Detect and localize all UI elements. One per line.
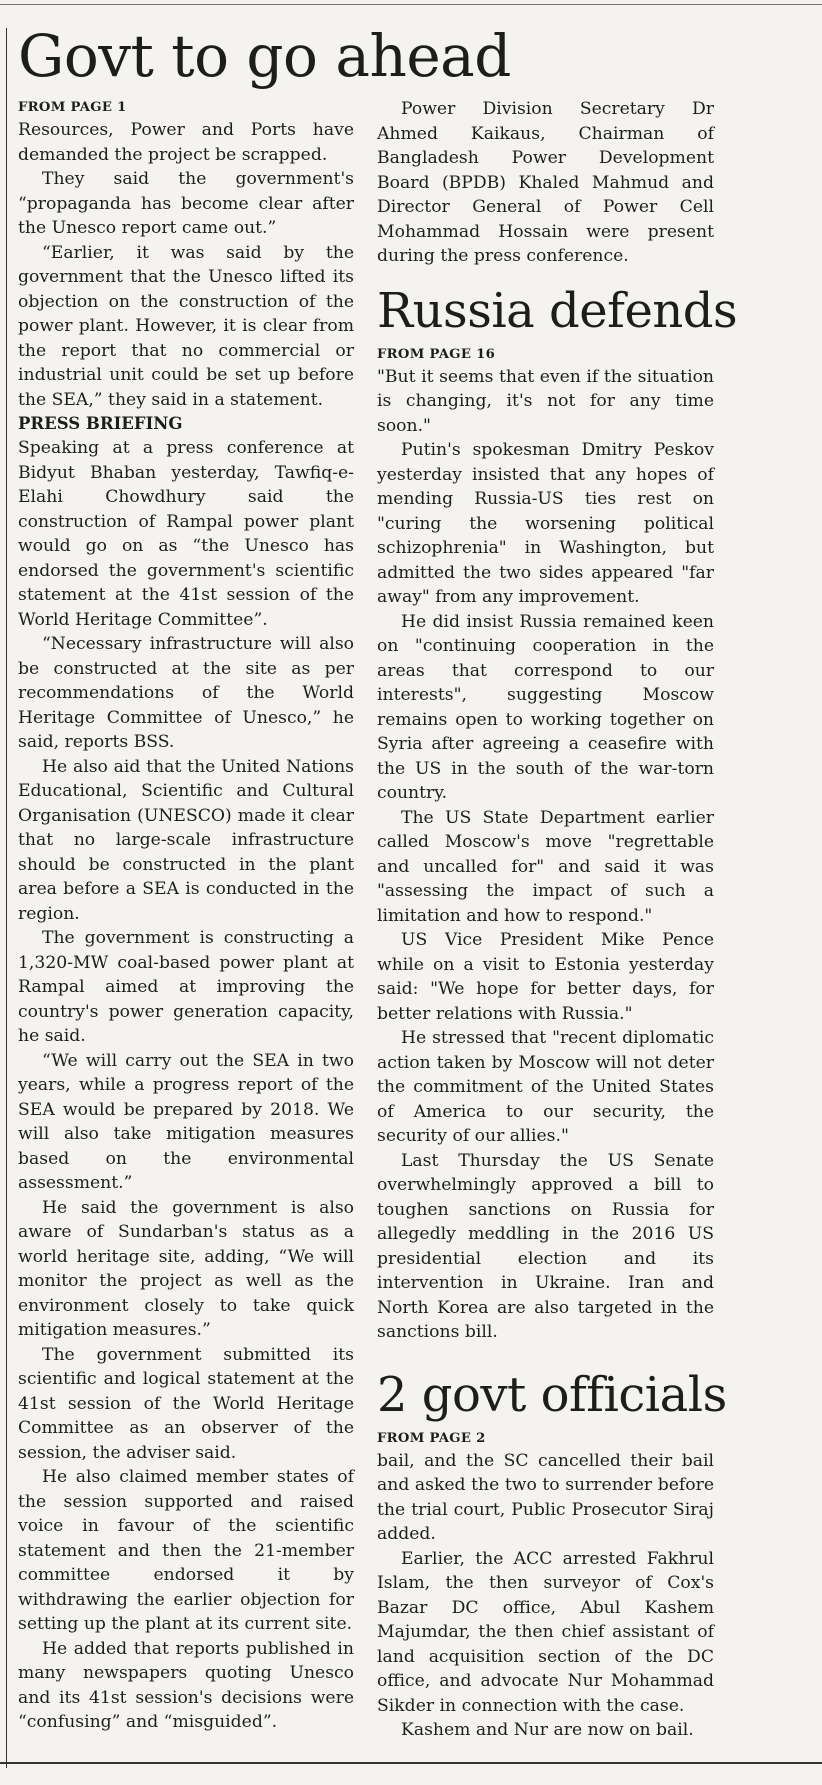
headline-russia-defends: Russia defends — [377, 282, 738, 339]
article-paragraph: The government is constructing a 1,320-MW coal-based power plant at Rampal aimed at improving the country's power generation capacity, he said. — [18, 928, 354, 1046]
column-rule-left — [6, 28, 7, 1768]
article-paragraph: He also aid that the United Nations Educational, Scientific and Cultural Organisation (UNESCO) made it clear that no large-scale infrastructure should be constructed in the plant area before a SEA is conducted in the region. — [18, 756, 354, 924]
article-paragraph: He did insist Russia remained keen on "continuing cooperation in the areas that correspond to our interests", suggesting Moscow remains open to working together on Syria after agreeing a ceasefire with the US in the south of the war-torn country. — [377, 611, 714, 803]
article-paragraph: He also claimed member states of the session supported and raised voice in favour of the scientific statement and then the 21-member committee endorsed it by withdrawing the earlier objection for setting up the plant at its current site. — [18, 1467, 354, 1634]
article-paragraph: He said the government is also aware of Sundarban's status as a world heritage site, adding, “We will monitor the project as well as the environment closely to take quick mitigation measures.” — [18, 1197, 354, 1340]
article-paragraph: “Necessary infrastructure will also be constructed at the site as per recommendations of the World Heritage Committee of Unesco,” he said, reports BSS. — [18, 634, 354, 752]
article-paragraph: Kashem and Nur are now on bail. — [401, 1720, 694, 1740]
subhead-press-briefing: PRESS BRIEFING — [18, 414, 183, 433]
article-paragraph: The government submitted its scientific and logical statement at the 41st session of the World Heritage Committee as an observer of the session, the adviser said. — [18, 1344, 354, 1463]
masthead-strip — [0, 0, 822, 8]
article-paragraph: Power Division Secretary Dr Ahmed Kaikaus, Chairman of Bangladesh Power Development Board (BPDB) Khaled Mahmud and Director General of Power Cell Mohammad Hossain were present during the press conference. — [377, 99, 714, 266]
article-paragraph: The US State Department earlier called Moscow's move "regrettable and uncalled for" and said it was "assessing the impact of such a limitation and how to respond." — [377, 807, 714, 926]
article-paragraph: US Vice President Mike Pence while on a visit to Estonia yesterday said: "We hope for better days, for better relations with Russia." — [377, 930, 714, 1024]
headline-2-govt-officials: 2 govt officials — [377, 1366, 727, 1423]
article-paragraph: bail, and the SC cancelled their bail and asked the two to surrender before the trial court, Public Prosecutor Siraj added. — [377, 1450, 714, 1544]
article-paragraph: He stressed that "recent diplomatic action taken by Moscow will not deter the commitment of the United States of America to our security, the security of our allies." — [377, 1028, 714, 1146]
kicker-from-page-2: FROM PAGE 2 — [377, 1430, 486, 1446]
article-paragraph: “We will carry out the SEA in two years, while a progress report of the SEA would be prepared by 2018. We will also take mitigation measures based on the environmental assessment.” — [18, 1050, 354, 1193]
right-column — [377, 97, 738, 1743]
article-paragraph: They said the government's “propaganda has become clear after the Unesco report came out.” — [18, 169, 354, 238]
kicker-from-page-1: FROM PAGE 1 — [18, 100, 127, 115]
article-paragraph: He added that reports published in many newspapers quoting Unesco and its 41st session's decisions were “confusing” and “misguided”. — [18, 1638, 354, 1732]
article-paragraph: Last Thursday the US Senate overwhelmingly approved a bill to toughen sanctions on Russia for allegedly meddling in the 2016 US presidential election and its intervention in Ukraine. Iran and North Korea are also targeted in the sanctions bill. — [377, 1150, 714, 1342]
headline-govt-to-go-ahead: Govt to go ahead — [18, 22, 511, 90]
article-paragraph: Earlier, the ACC arrested Fakhrul Islam, the then surveyor of Cox's Bazar DC office, Abul Kashem Majumdar, the then chief assistant of land acquisition section of the DC office, and advocate Nur Mohammad Sikder in connection with the case. — [377, 1548, 714, 1716]
page-bottom-rule — [0, 1762, 822, 1764]
article-paragraph: Speaking at a press conference at Bidyut Bhaban yesterday, Tawfiq-e-Elahi Chowdhury said the construction of Rampal power plant would go on as “the Unesco has endorsed the government's scientific statement at the 41st session of the World Heritage Committee”. — [18, 438, 354, 630]
article-paragraph: "But it seems that even if the situation is changing, it's not for any time soon." — [377, 366, 714, 436]
article-paragraph: Resources, Power and Ports have demanded the project be scrapped. — [18, 120, 354, 165]
article-paragraph: “Earlier, it was said by the government that the Unesco lifted its objection on the construction of the power plant. However, it is clear from the report that no commercial or industrial unit could be set up before the SEA,” they said in a statement. — [18, 242, 354, 410]
kicker-from-page-16: FROM PAGE 16 — [377, 346, 496, 362]
article-paragraph: Putin's spokesman Dmitry Peskov yesterday insisted that any hopes of mending Russia-US ties rest on "curing the worsening political schizophrenia" in Washington, but admitted the two sides appeared "far away" from any improvement. — [377, 440, 714, 607]
